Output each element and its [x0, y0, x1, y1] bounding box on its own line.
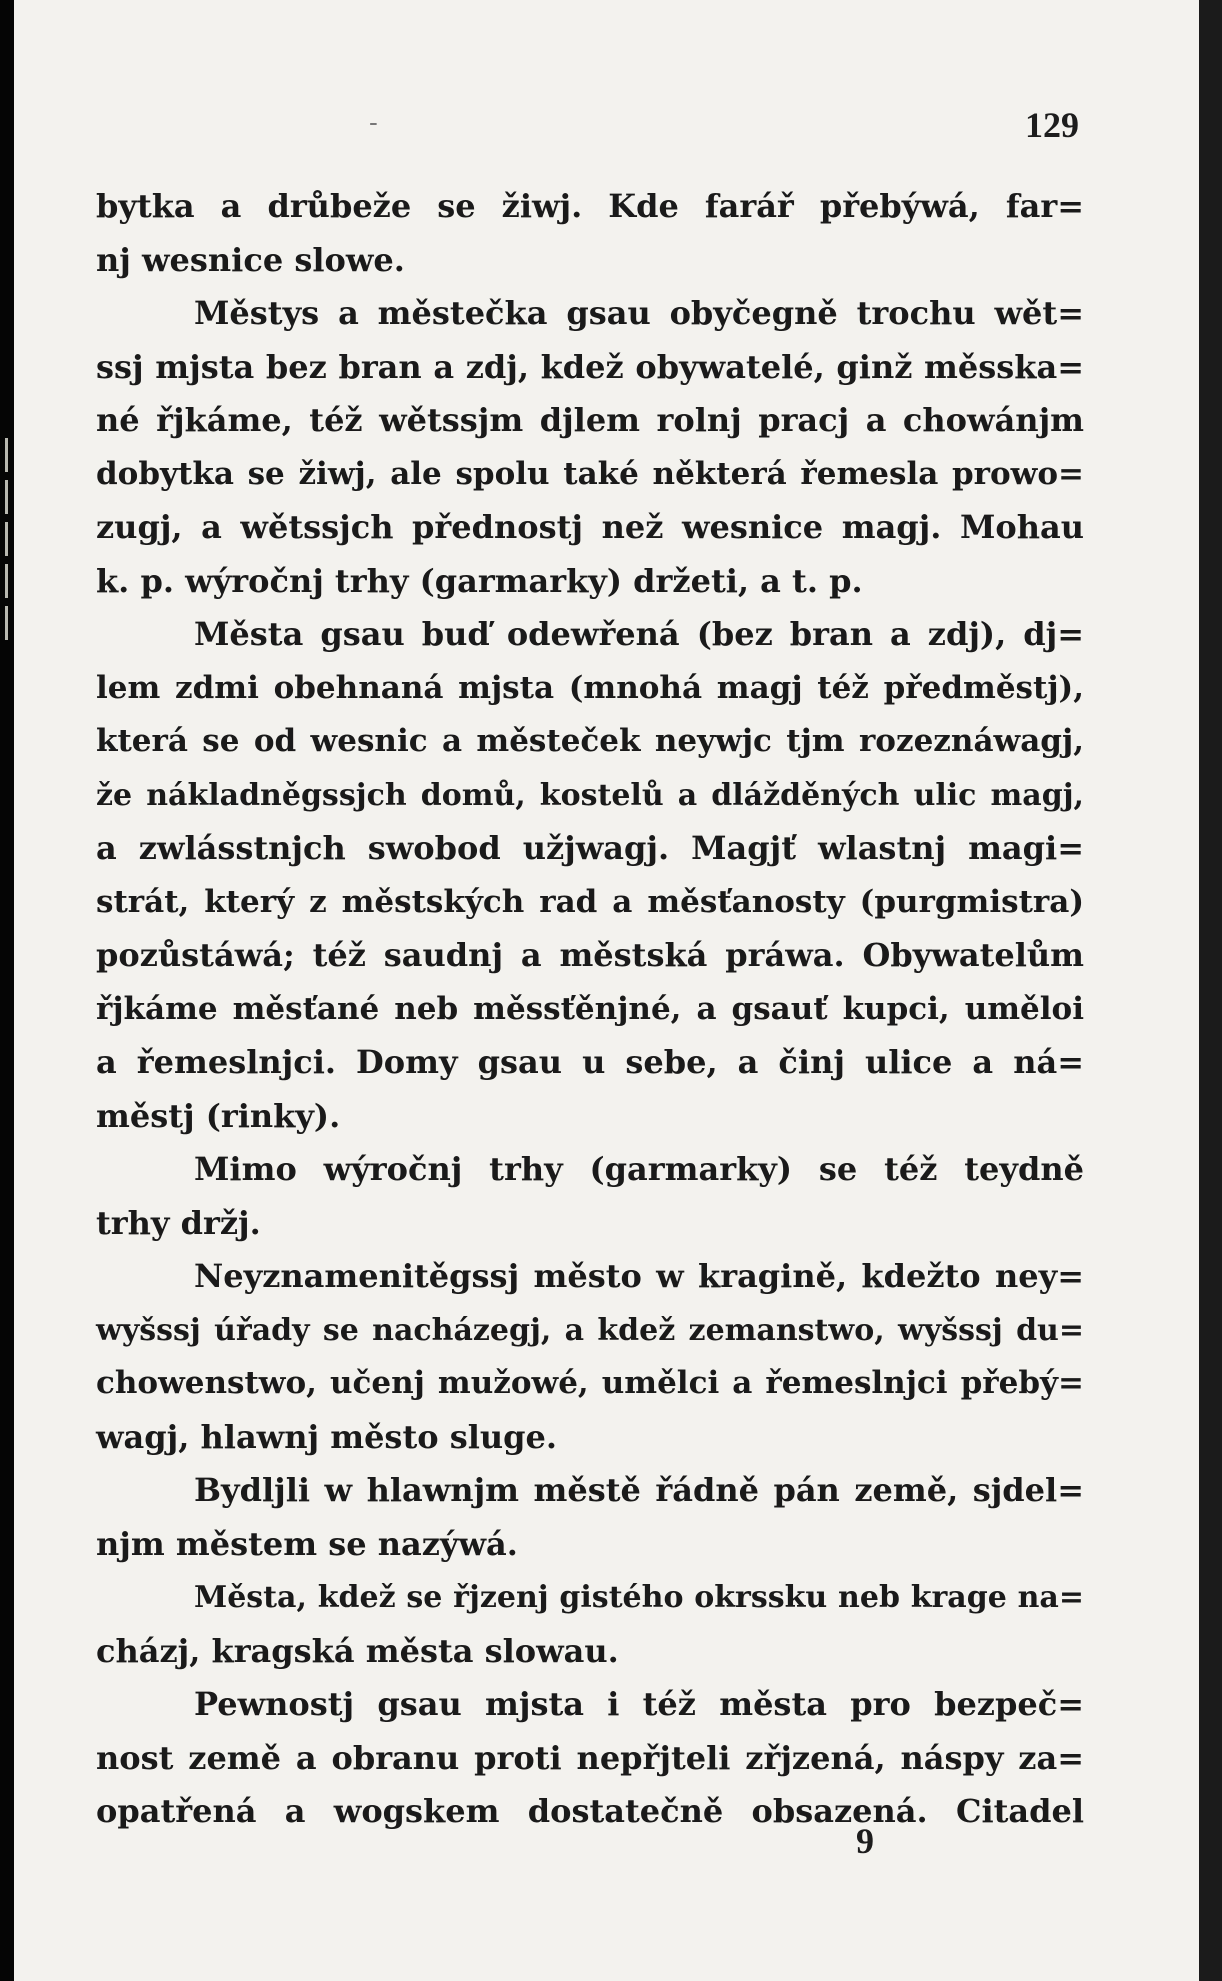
- header-dash: -: [369, 108, 378, 138]
- text-line: řjkáme měsťané neb měssťěnjné, a gsauť kupci, uměloi: [96, 990, 1084, 1027]
- text-line: že nákladněgssjch domů, kostelů a dlážděných ulic magj,: [96, 777, 1084, 813]
- text-line: a řemeslnjci. Domy gsau u sebe, a činj ulice a ná=: [96, 1043, 1084, 1081]
- text-line: Města gsau buď odewřená (bez bran a zdj), dj=: [194, 615, 1084, 653]
- text-line: strát, který z městských rad a měsťanosty (purgmistra): [96, 883, 1084, 920]
- text-line: wyšssj úřady se nacházegj, a kdež zemanstwo, wyšssj du=: [96, 1312, 1084, 1348]
- scan-right-edge: [1199, 0, 1222, 1981]
- text-line: né řjkáme, též wětssjm djlem rolnj pracj a chowánjm: [96, 401, 1084, 439]
- text-line: Města, kdež se řjzenj gistého okrssku neb krage na=: [194, 1580, 1084, 1615]
- text-line: njm městem se nazýwá.: [96, 1524, 518, 1563]
- text-line: Pewnostj gsau mjsta i též města pro bezpeč=: [194, 1685, 1084, 1723]
- scan-left-edge: [0, 0, 14, 1981]
- text-line: trhy držj.: [96, 1203, 261, 1242]
- text-line: Městys a městečka gsau obyčegně trochu wět=: [194, 294, 1084, 332]
- text-line: opatřená a wogskem dostatečně obsazená. Citadel: [96, 1792, 1084, 1830]
- text-line: bytka a drůbeže se žiwj. Kde farář přebýwá, far=: [96, 187, 1084, 225]
- text-line: chowenstwo, učenj mužowé, umělci a řemeslnjci přebý=: [96, 1365, 1084, 1401]
- text-line: nost země a obranu proti nepřjteli zřjzená, náspy za=: [96, 1738, 1084, 1777]
- text-line: městj (rinky).: [96, 1096, 341, 1135]
- text-line: Bydljli w hlawnjm městě řádně pán země, sjdel=: [194, 1471, 1084, 1509]
- text-line: zugj, a wětssjch přednostj než wesnice magj. Mohau: [96, 508, 1084, 546]
- text-line: dobytka se žiwj, ale spolu také některá řemesla prowo=: [96, 455, 1084, 492]
- text-line: k. p. wýročnj trhy (garmarky) držeti, a t. p.: [96, 561, 863, 600]
- binding-marks: [2, 430, 12, 690]
- text-line: wagj, hlawnj město sluge.: [96, 1417, 558, 1456]
- text-line: ssj mjsta bez bran a zdj, kdež obywatelé, ginž měsska=: [96, 347, 1084, 386]
- text-line: a zwlásstnjch swobod užjwagj. Magjť wlastnj magi=: [96, 829, 1084, 867]
- text-line: Neyznamenitěgssj město w kragině, kdežto ney=: [194, 1257, 1084, 1295]
- signature-mark: 9: [856, 1821, 874, 1861]
- body-text: [96, 180, 1084, 1830]
- text-line: která se od wesnic a městeček neywjc tjm rozeznáwagj,: [96, 723, 1084, 759]
- page-number: 129: [1025, 105, 1079, 145]
- text-line: cházj, kragská města slowau.: [96, 1631, 619, 1670]
- book-page: [14, 0, 1199, 1981]
- text-line: Mimo wýročnj trhy (garmarky) se též teydně: [194, 1150, 1084, 1188]
- text-line: pozůstáwá; též saudnj a městská práwa. Obywatelům: [96, 936, 1084, 974]
- text-line: lem zdmi obehnaná mjsta (mnohá magj též předměstj),: [96, 669, 1084, 706]
- text-line: nj wesnice slowe.: [96, 240, 405, 279]
